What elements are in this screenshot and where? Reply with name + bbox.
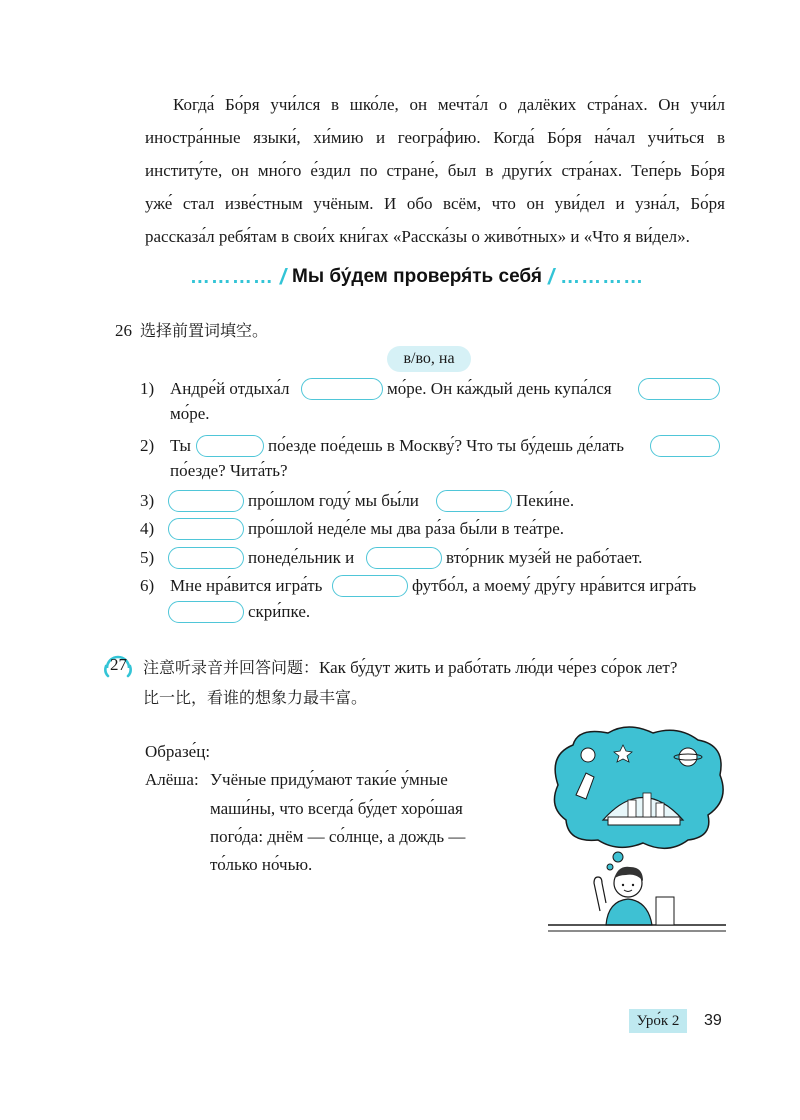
item-text: Пеки́не. [516,491,575,510]
item-text: мо́ре. [170,404,210,423]
intro-line: рассказа́л ребя́там в свои́х кни́гах «Расска́зы о живо́тных» и «Что я ви́дел». [145,227,690,246]
answer-blank[interactable] [650,435,720,457]
item-text: про́шлой неде́ле мы два ра́за бы́ли в теа́тре. [248,519,565,538]
item-text: мо́ре. Он ка́ждый день купа́лся [387,379,612,398]
item-number: 6) [140,576,155,595]
item-text: футбо́л, а моему́ дру́гу нра́вится игра́ть [412,576,697,595]
sample-label: Образе́ц: [145,742,211,761]
item-text: Андре́й отдыха́л [170,379,290,398]
intro-line: уже́ стал изве́стным учёным. И обо всём, что он уви́дел и узна́л, Бо́ря [145,194,725,213]
item-number: 2) [140,436,155,455]
item-text: про́шлом году́ мы бы́ли [248,491,419,510]
item-text: по́езде пое́дешь в Москву́? Что ты бу́дешь де́лать [268,436,625,455]
intro-line: иностра́нные языки́, хи́мию и геогра́фию. Когда́ Бо́ря на́чал учи́ться в [145,128,725,147]
section-title-text: Мы бу́дем проверя́ть себя́ [292,266,542,287]
preposition-hint-badge: в/во, на [387,346,471,372]
item-number: 1) [140,379,155,398]
item-text: Мне нра́вится игра́ть [170,576,323,595]
answer-blank[interactable] [366,547,442,569]
sample-line: маши́ны, что всегда́ бу́дет хоро́шая [210,799,463,818]
item-number: 3) [140,491,155,510]
section-title [172,262,662,292]
exercise-instruction: 选择前置词填空。 [140,321,269,340]
item-text: по́езде? Чита́ть? [170,461,288,480]
answer-blank[interactable] [301,378,383,400]
answer-blank[interactable] [196,435,264,457]
boy-dreaming-illustration [548,725,728,935]
answer-blank[interactable] [638,378,720,400]
item-text: понеде́льник и [248,548,355,567]
sample-line: Учёные приду́мают таки́е у́мные [210,770,448,789]
instruction-cn: 注意听录音并回答问题： [143,658,320,677]
exercise-number: 26 [115,321,132,340]
answer-blank[interactable] [168,518,244,540]
item-text: вто́рник музе́й не рабо́тает. [446,548,643,567]
item-text: Ты [170,436,191,455]
intro-line: Когда́ Бо́ря учи́лся в шко́ле, он мечта́л о далёких стра́нах. Он учи́л [173,95,725,114]
decor-dots-right: ………… [560,265,645,288]
exercise-27-instruction [143,655,677,678]
exercise-26-heading [115,318,268,341]
answer-blank[interactable] [168,601,244,623]
item-text: скри́пке. [248,602,311,621]
instruction-cn-2: 比一比，看谁的想象力最丰富。 [143,688,368,707]
decor-slash-left: / [279,264,287,289]
decor-slash-right: / [547,264,555,289]
speaker-name: Алёша: [145,770,199,789]
sample-line: пого́да: днём — со́лнце, а дождь — [210,827,466,846]
sample-line: то́лько но́чью. [210,855,313,874]
answer-blank[interactable] [436,490,512,512]
instruction-ru: Как бу́дут жить и рабо́тать лю́ди че́рез со́рок лет? [319,658,678,677]
answer-blank[interactable] [332,575,408,597]
lesson-badge: Уро́к 2 [629,1009,687,1033]
item-number: 5) [140,548,155,567]
page-number: 39 [704,1012,722,1029]
exercise-number: 27 [110,655,127,674]
answer-blank[interactable] [168,490,244,512]
intro-paragraph [145,88,725,253]
intro-line: институ́те, он мно́го е́здил по стране́, был в други́х стра́нах. Тепе́рь Бо́ря [145,161,725,180]
answer-blank[interactable] [168,547,244,569]
item-number: 4) [140,519,155,538]
decor-dots-left: ………… [189,265,274,288]
